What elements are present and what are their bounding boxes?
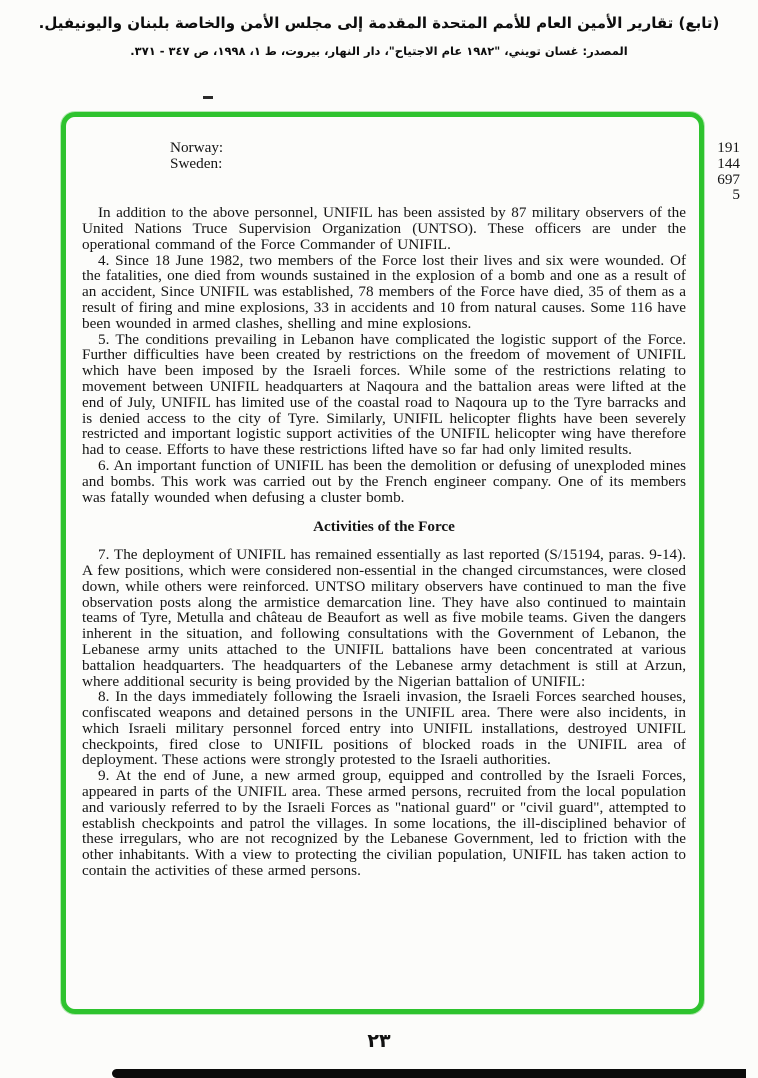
list-item [82, 187, 740, 203]
arabic-header [0, 12, 758, 58]
personnel-count-list [82, 140, 740, 203]
personnel-count: 144 [717, 154, 740, 172]
country-label: Norway: [170, 139, 224, 156]
page-number: ٢٣ [367, 1030, 391, 1052]
scan-artifact-bar [112, 1069, 746, 1078]
dash-mark [203, 96, 213, 99]
list-item [82, 156, 740, 172]
list-item [82, 172, 740, 188]
report-body [82, 140, 740, 879]
paragraph-9: 9. At the end of June, a new armed group, equipped and controlled by the Israeli Forces, appeared in parts of the UNIFIL area. These armed persons, recruited from the local population and variously referred to by the Israeli Forces as "national guard" or "civil guard", attempted to establish checkpoints and patrol the villages. In some locations, the ill-disciplined behavior of these irregulars, who are not recognized by the Lebanese Government, led to friction with the other inhabitants. With a view to protecting the civilian population, UNIFIL has taken action to contain the activities of these armed persons. [82, 767, 686, 880]
paragraph-intro: In addition to the above personnel, UNIFIL has been assisted by 87 military observers of the United Nations Truce Supervision Organization (UNTSO). These officers are under the operational command of the Force Commander of UNIFIL. [82, 204, 686, 253]
paragraph-7: 7. The deployment of UNIFIL has remained essentially as last reported (S/15194, paras. 9-14). A few positions, which were considered non-essential in the changed circumstances, were closed down, while others were reinforced. UNTSO military observers have continued to man the five observation posts along the armistice demarcation line. They have also continued to maintain teams of Tyre, Metulla and château de Beaufort as well as five mobile teams. Given the dangers inherent in the situation, and following consultations with the Government of Lebanon, the Lebanese army units attached to the UNIFIL battalions have been concentrated at various battalion headquarters. The headquarters of the Lebanese army detachment is still at Arzun, where additional security is being provided by the Nigerian battalion of UNIFIL: [82, 546, 686, 690]
paragraph-6: 6. An important function of UNIFIL has been the demolition or defusing of unexploded mines and bombs. This work was carried out by the French engineer company. One of its members was fatally wounded when defusing a cluster bomb. [82, 456, 686, 506]
list-item [82, 140, 740, 156]
header-title: (تابع) تقارير الأمين العام للأمم المتحدة المقدمة إلى مجلس الأمن والخاصة بلبنان واليونيفيل. [38, 14, 720, 32]
country-label: Sweden: [170, 154, 223, 172]
paragraph-4: 4. Since 18 June 1982, two members of the Force lost their lives and six were wounded. Of the fatalities, one died from wounds sustained in the explosion of a bomb and one as a result of an accident, Since UNIFIL was established, 78 members of the Force have died, 35 of them as a result of firing and mine explosions, 33 in accidents and 10 from natural causes. Some 116 have been wounded in armed clashes, shelling and mine explosions. [82, 251, 686, 332]
section-heading: Activities of the Force [313, 518, 455, 536]
personnel-count: 191 [717, 139, 740, 156]
paragraph-5: 5. The conditions prevailing in Lebanon have complicated the logistic support of the Force. Further difficulties have been created by restrictions on the freedom of movement of UNIFIL which have been imposed by the Israeli forces. While some of the restrictions relating to movement between UNIFIL headquarters at Naqoura and the battalion areas were lifted at the end of July, UNIFIL has limited use of the coastal road to Naqoura up to the Tyre barracks and is denied access to the city of Tyre. Similarly, UNIFIL helicopter flights have been severely restricted and important logistic support activities of the UNIFIL helicopter wing have therefore had to cease. Efforts to have these restrictions lifted have so far had only limited results. [82, 330, 686, 459]
paragraph-8: 8. In the days immediately following the Israeli invasion, the Israeli Forces searched houses, confiscated weapons and detained persons in the UNIFIL area. There were also incidents, in which Israeli military personnel forced entry into UNIFIL installations, destroyed UNIFIL checkpoints, fired close to UNIFIL positions of blocked roads in the UNIFIL area of deployment. These actions were strongly protested to the Israeli authorities. [82, 688, 686, 769]
header-source-citation: المصدر: غسان تويني، "١٩٨٢ عام الاجتياح"، دار النهار، بيروت، ط ١، ١٩٩٨، ص ٣٤٧ - ٣٧١. [130, 43, 628, 58]
personnel-count: 5 [732, 186, 740, 204]
personnel-count: 697 [717, 170, 740, 188]
